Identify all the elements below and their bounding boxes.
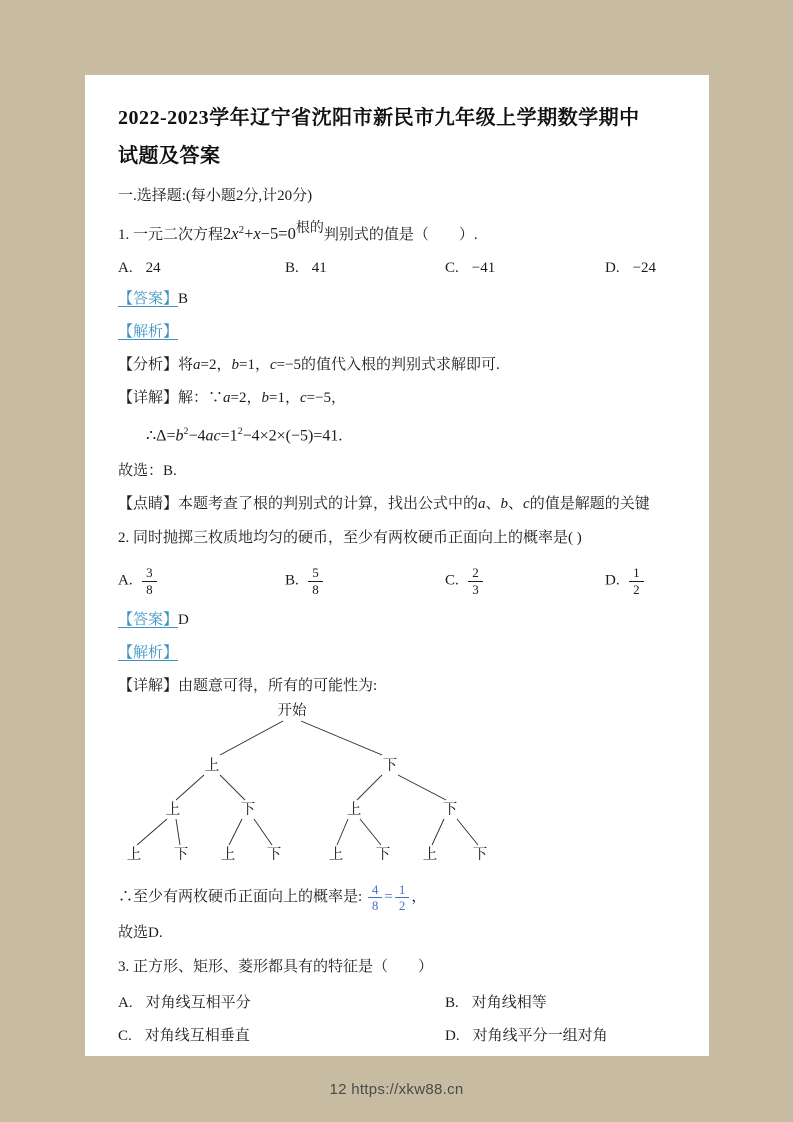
q1-option-b [285,260,445,277]
q1-answer-value: B [178,291,189,307]
q3-option-d [445,1024,679,1045]
q1-dianjing-line: 【点睛】本题考查了根的判别式的计算，找出公式中的a、b、c的值是解题的关键 [118,496,650,513]
q3-options-row1 [118,991,679,1012]
tree-l3-node: 上 [220,847,236,864]
q3-option-c-value: 对角线互相垂直 [144,1028,250,1045]
q3-option-d-value: 对角线平分一组对角 [472,1028,608,1045]
q1-option-d [605,260,679,277]
document-title-line1: 2022-2023学年辽宁省沈阳市新民市九年级上学期数学期中 [118,107,640,129]
q2-jiexi-line [118,642,679,664]
q1-option-a-label: A. [118,260,133,276]
tree-l1-node: 下 [382,758,398,775]
q1-options [118,260,679,277]
q2-answer-value: D [178,612,189,629]
q3-options-row2 [118,1024,679,1045]
q3-option-a [118,991,445,1012]
q1-fenxi-line: 【分析】将a=2，b=1，c=−5的值代入根的判别式求解即可. [118,357,500,373]
q1-delta-equation: $\therefore\Delta=b^2-4ac=1^2-4\times 2\times(-5)=41$. [146,426,343,445]
tree-l2-node: 上 [346,802,362,819]
q1-answer-line [118,288,679,310]
tree-l2-node: 下 [240,802,256,819]
q3-option-c [118,1024,445,1045]
q3-option-b [445,991,679,1012]
q2-option-b: B. $\frac{5}{8}$ [285,566,445,596]
tree-l3-node: 上 [422,847,438,864]
q3-option-d-label: D. [445,1028,460,1045]
tree-root-label: 开始 [277,703,307,720]
q2-answer-line [118,609,679,631]
q2-jiexi-label: 【解析】 [118,645,179,662]
q1-option-c-value: −41 [471,260,496,276]
probability-tree-diagram [120,701,679,870]
q1-option-c-label: C. [445,260,459,276]
tree-l3-node: 下 [375,847,391,864]
q1-jiexi-line [118,321,679,343]
q3-stem: 3. 正方形、矩形、菱形都具有的特征是（ ） [118,959,434,976]
tree-l3-node: 下 [472,847,488,864]
q2-option-a: A. $\frac{3}{8}$ [118,566,285,596]
q2-xiangjie-line: 【详解】由题意可得，所有的可能性为: [118,678,378,695]
tree-l3-node: 下 [173,847,189,864]
tree-l3-node: 下 [266,847,282,864]
q1-jiexi-label: 【解析】 [118,324,179,340]
q1-stem: 1. 一元二次方程$2x^2+x-5=0$根的判别式的值是（ ）. [118,221,478,243]
q2-options [118,562,679,600]
document-sheet [85,75,709,1056]
q3-option-a-label: A. [118,995,133,1012]
tree-l3-node: 上 [328,847,344,864]
q1-option-a-value: 24 [145,260,161,276]
q1-guxuan-line: 故选：B. [118,463,177,480]
q2-answer-label: 【答案】 [118,612,179,629]
q1-option-d-value: −24 [632,260,657,276]
page-footer: 12 https://xkw88.cn [329,1081,464,1098]
q1-option-d-label: D. [605,260,620,276]
q1-option-b-value: 41 [311,260,327,276]
q2-guxuan-line: 故选D. [118,925,163,942]
q1-xiangjie-line: 【详解】解：∵a=2，b=1，c=−5， [118,390,347,406]
tree-l1-node: 上 [204,758,220,775]
tree-svg [120,701,520,865]
q1-option-a [118,260,285,277]
q2-stem: 2. 同时抛掷三枚质地均匀的硬币，至少有两枚硬币正面向上的概率是( ) [118,530,582,547]
document-title [118,99,679,175]
q2-option-d: D. $\frac{1}{2}$ [605,566,679,596]
tree-l2-node: 上 [165,802,181,819]
document-title-line2: 试题及答案 [118,145,221,167]
q2-option-c: C. $\frac{2}{3}$ [445,566,605,596]
q3-option-b-label: B. [445,995,459,1012]
tree-branch-lines [137,721,478,845]
tree-l2-node: 下 [442,802,458,819]
section-heading: 一.选择题:(每小题2分,计20分) [118,188,313,204]
q1-answer-label: 【答案】 [118,291,179,307]
q3-option-b-value: 对角线相等 [471,995,547,1012]
q2-conclusion-line: ∴至少有两枚硬币正面向上的概率是: $\frac{4}{8}$ = $\frac{1}{2}$ ， [118,881,427,914]
q3-option-a-value: 对角线互相平分 [145,995,251,1012]
q1-option-c [445,260,605,277]
tree-l3-node: 上 [126,847,142,864]
q1-option-b-label: B. [285,260,299,276]
q3-option-c-label: C. [118,1028,132,1045]
